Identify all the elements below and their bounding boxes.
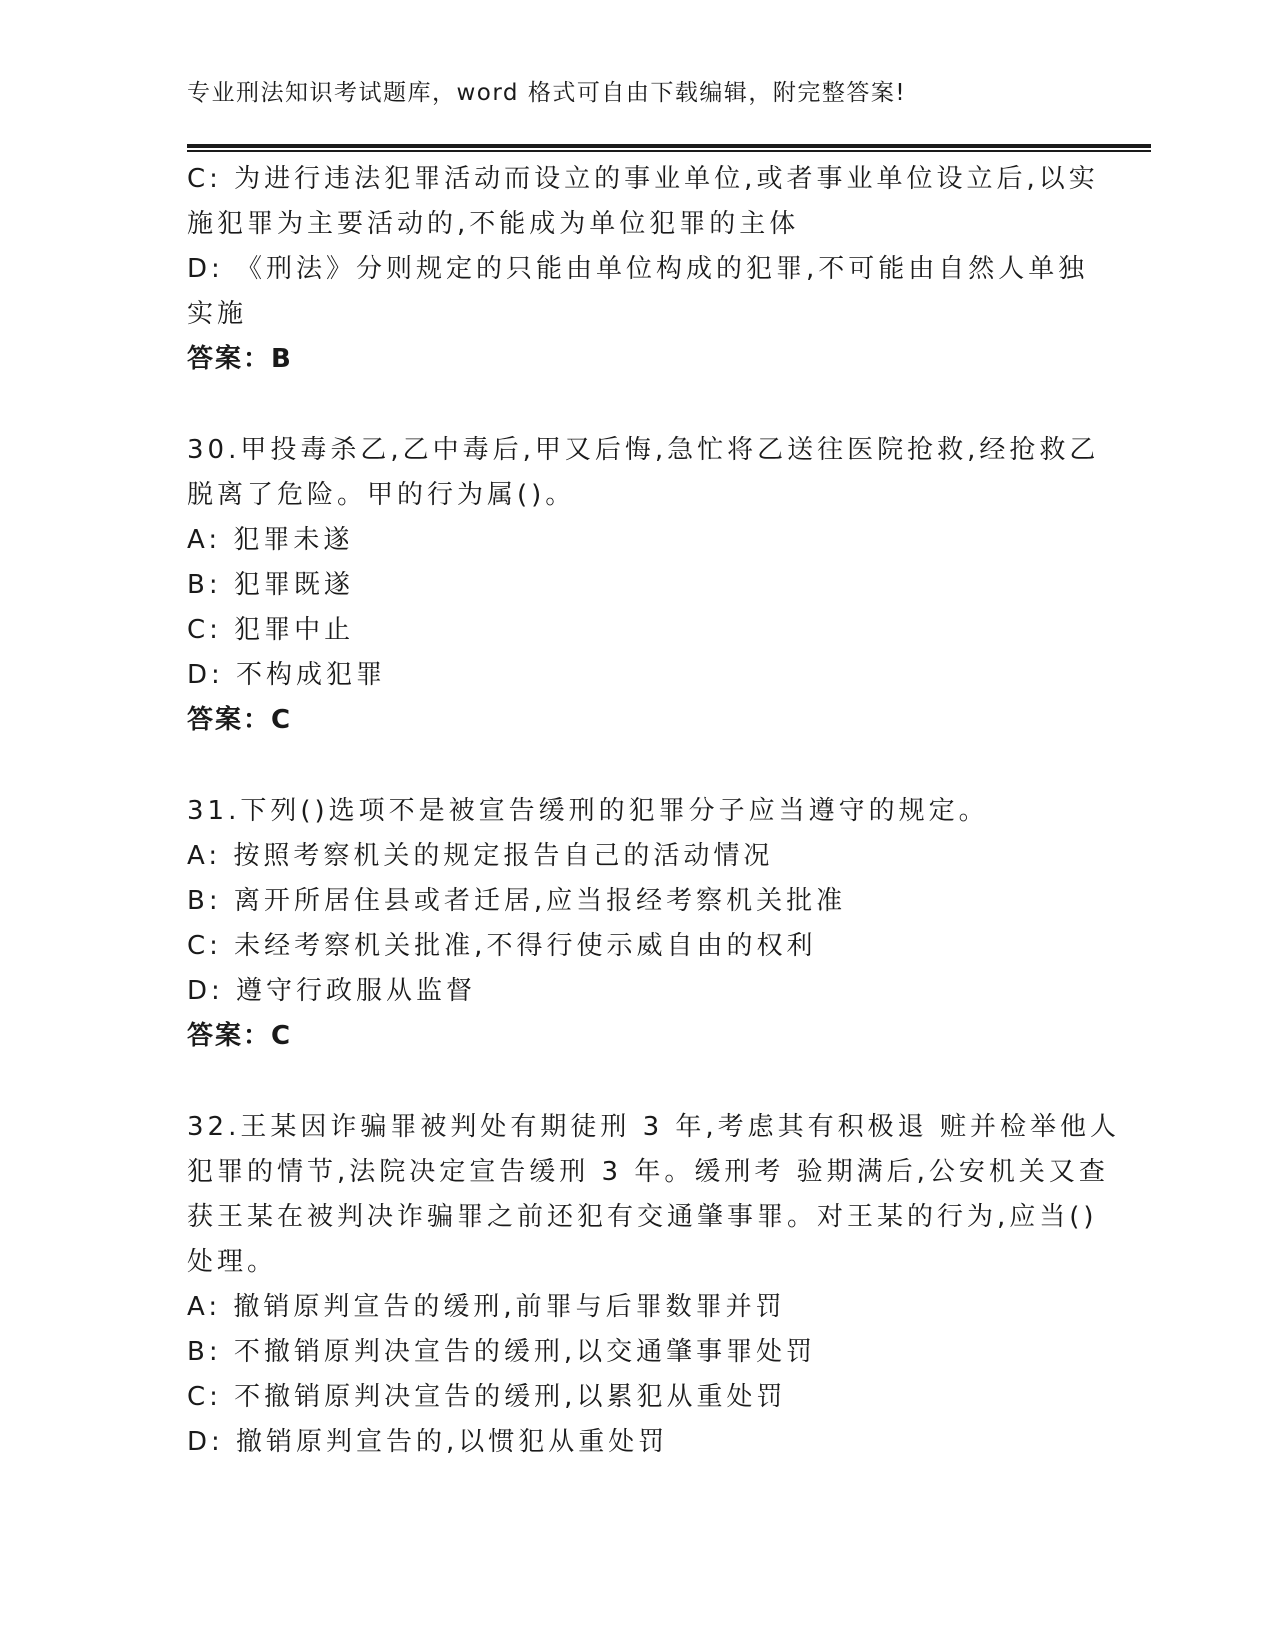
- page-header: 专业刑法知识考试题库，word 格式可自由下载编辑，附完整答案!: [187, 80, 907, 106]
- header-rule-thin: [187, 150, 1151, 152]
- question-stem-line: 30.甲投毒杀乙,乙中毒后,甲又后悔,急忙将乙送往医院抢救,经抢救乙: [187, 435, 1100, 465]
- option-c: C: 犯罪中止: [187, 615, 355, 645]
- option-b: B: 犯罪既遂: [187, 570, 354, 600]
- header-rule-thick: [187, 144, 1151, 148]
- option-c-line-2: 施犯罪为主要活动的,不能成为单位犯罪的主体: [187, 209, 800, 239]
- answer-line: 答案：C: [187, 1021, 293, 1051]
- question-stem-line: 犯罪的情节,法院决定宣告缓刑 3 年。缓刑考 验期满后,公安机关又查: [187, 1157, 1109, 1187]
- question-30: [187, 428, 1100, 743]
- option-d-line-2: 实施: [187, 299, 248, 329]
- option-d-line-1: D: 《刑法》分则规定的只能由单位构成的犯罪,不可能由自然人单独: [187, 254, 1089, 284]
- option-d: D: 不构成犯罪: [187, 660, 387, 690]
- option-d: D: 遵守行政服从监督: [187, 976, 477, 1006]
- option-c-line-1: C: 为进行违法犯罪活动而设立的事业单位,或者事业单位设立后,以实: [187, 164, 1099, 194]
- option-a: A: 按照考察机关的规定报告自己的活动情况: [187, 841, 774, 871]
- question-stem-line: 处理。: [187, 1247, 278, 1277]
- answer-line: 答案：B: [187, 344, 293, 374]
- document-body: [187, 157, 1120, 1465]
- option-d: D: 撤销原判宣告的,以惯犯从重处罚: [187, 1427, 669, 1457]
- option-a: A: 撤销原判宣告的缓刑,前罪与后罪数罪并罚: [187, 1292, 786, 1322]
- question-stem-line: 32.王某因诈骗罪被判处有期徒刑 3 年,考虑其有积极退 赃并检举他人: [187, 1112, 1120, 1142]
- answer-line: 答案：C: [187, 705, 293, 735]
- option-c: C: 未经考察机关批准,不得行使示威自由的权利: [187, 931, 817, 961]
- question-stem-line: 31.下列()选项不是被宣告缓刑的犯罪分子应当遵守的规定。: [187, 796, 989, 826]
- question-31: [187, 789, 1087, 1059]
- option-a: A: 犯罪未遂: [187, 525, 354, 555]
- option-b: B: 不撤销原判决宣告的缓刑,以交通肇事罪处罚: [187, 1337, 817, 1367]
- question-stem-line: 脱离了危险。甲的行为属()。: [187, 480, 576, 510]
- question-29-fragment: [187, 157, 1099, 382]
- option-b: B: 离开所居住县或者迁居,应当报经考察机关批准: [187, 886, 847, 916]
- question-32: [187, 1105, 1120, 1465]
- question-stem-line: 获王某在被判决诈骗罪之前还犯有交通肇事罪。对王某的行为,应当(): [187, 1202, 1098, 1232]
- option-c: C: 不撤销原判决宣告的缓刑,以累犯从重处罚: [187, 1382, 787, 1412]
